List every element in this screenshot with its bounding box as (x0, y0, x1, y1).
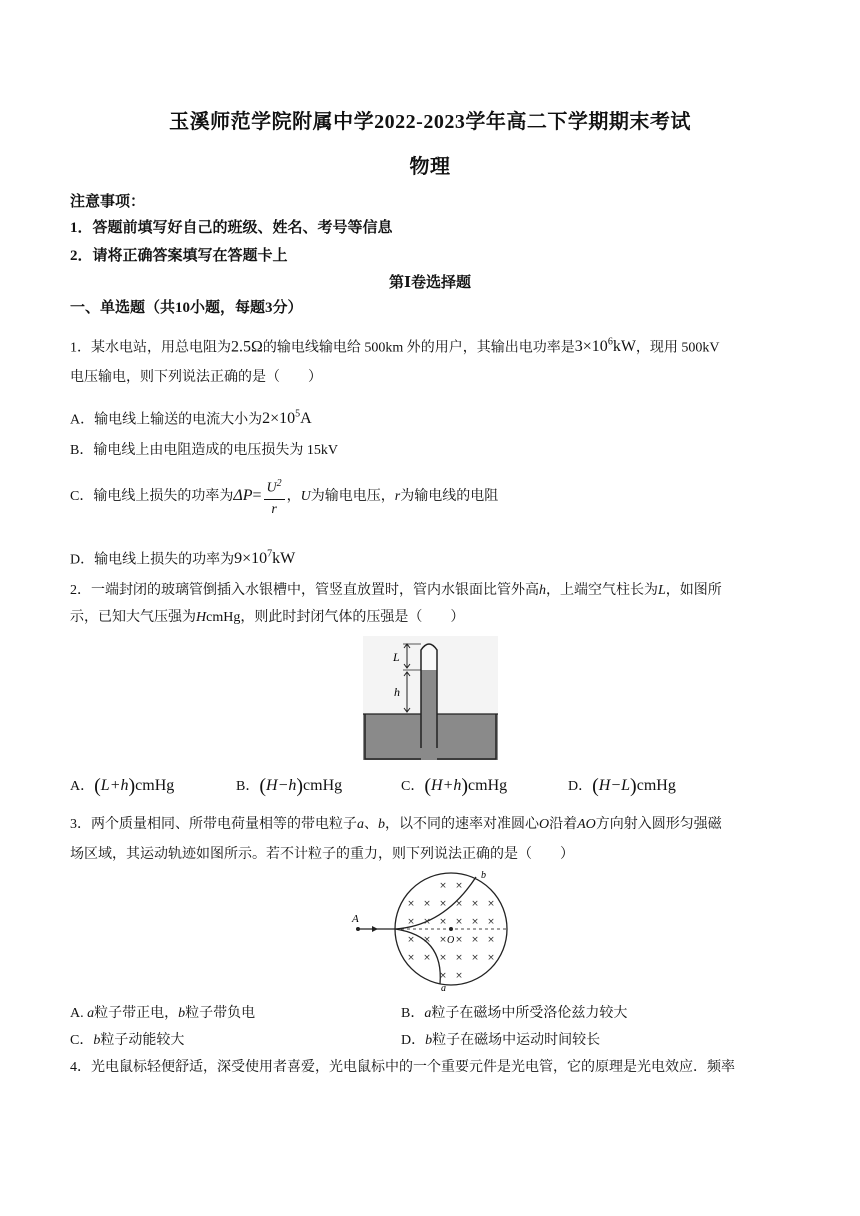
q1-option-c-comma: ， (286, 489, 301, 504)
q3-o: O (539, 817, 550, 832)
q3-option-c-post: 粒子动能较大 (100, 1033, 185, 1048)
q1-stem-c: ，现用 500kV (635, 340, 720, 356)
q2-option-b-label: B． (236, 779, 260, 794)
q3-option-b-post: 粒子在磁场中所受洛伦兹力较大 (431, 1006, 628, 1021)
q2-option-d-lparen: ( (592, 775, 599, 797)
field-cross-mark: × (439, 899, 447, 909)
q2-option-b-rparen: ) (296, 775, 304, 797)
q3-option-c-b: b (93, 1033, 101, 1048)
q2-option-b-lparen: ( (259, 775, 267, 797)
q3-option-c (70, 1031, 184, 1051)
q3-b: b (378, 817, 385, 832)
q2-option-c-label: C． (401, 779, 425, 794)
q1-option-d-value (234, 550, 295, 567)
q1-option-d-exp: 7 (267, 549, 273, 560)
q1-option-c-text3: 为输电线的电阻 (400, 489, 499, 504)
q1-option-c-fraction (264, 474, 285, 520)
field-cross-mark: × (439, 953, 447, 963)
volume-title: 第Ⅰ卷选择题 (388, 275, 472, 291)
notice-item-1: 1．答题前填写好自己的班级、姓名、考号等信息 (70, 220, 393, 236)
field-cross-mark: × (455, 917, 463, 927)
q3-text-b: ，以不同的速率对准圆心 (385, 817, 539, 832)
q1-option-c-numerator (264, 474, 285, 500)
q1-option-c-text: C．输电线上损失的功率为 (70, 489, 234, 504)
field-cross-mark: × (487, 935, 495, 945)
field-cross-mark: × (423, 917, 431, 927)
q1-option-d-unit: kW (272, 550, 296, 568)
q2-H: H (196, 610, 207, 625)
q2-option-d-label: D． (568, 779, 593, 794)
q2-figure-h-label: h (394, 685, 400, 699)
q3-a: a (357, 817, 364, 832)
q1-option-c-num-u: U (266, 480, 277, 496)
q1-option-a-value (262, 410, 312, 427)
q3-text-a: 3．两个质量相同、所带电荷量相等的带电粒子 (70, 817, 357, 832)
q1-power (575, 338, 636, 355)
field-cross-mark: × (439, 917, 447, 927)
field-cross-mark: × (487, 899, 495, 909)
q2-option-b-expr: H−h (266, 777, 297, 794)
q2-option-a-rparen: ) (128, 775, 136, 797)
q1-option-c-equals: = (252, 487, 262, 504)
field-cross-mark: × (471, 899, 479, 909)
q1-option-c-denominator: r (271, 501, 277, 517)
q3-option-a-label: A. (70, 1006, 88, 1021)
q2-text-e: cmHg，则此时封闭气体的压强是（ ） (206, 610, 465, 625)
q1-stem-b: 的输电线输电给 500km 外的用户，其输出电功率是 (262, 340, 575, 356)
q1-power-base: 3×10 (574, 338, 608, 356)
q1-option-c-num-exp: 2 (276, 477, 282, 489)
q2-text-c: ，如图所 (665, 583, 722, 598)
field-cross-mark: × (471, 953, 479, 963)
q2-tube-mercury (421, 670, 437, 760)
q3-option-b (401, 1004, 627, 1024)
q1-option-c-u: U (300, 489, 311, 504)
q2-option-a-unit: cmHg (135, 777, 175, 794)
field-cross-mark: × (407, 953, 415, 963)
field-cross-mark: × (423, 953, 431, 963)
q1-option-a-text: A．输电线上输送的电流大小为 (70, 412, 263, 428)
q3-option-d (401, 1031, 600, 1051)
q1-option-c-r: r (394, 489, 401, 504)
q1-option-a (70, 405, 312, 430)
q1-resistance: 2.5Ω (231, 338, 263, 356)
q2-h: h (539, 583, 546, 598)
q1-option-d (70, 545, 295, 570)
q3-option-a-a: a (87, 1006, 95, 1021)
field-cross-mark: × (487, 953, 495, 963)
q1-option-c-text2: 为输电电压， (310, 489, 395, 504)
q3-label-a-particle: a (441, 983, 446, 992)
notice-heading: 注意事项： (70, 194, 146, 210)
q2-option-c (401, 776, 507, 797)
q3-option-a-b: b (178, 1006, 186, 1021)
q3-label-b: b (481, 870, 486, 881)
q2-text-a: 2．一端封闭的玻璃管倒插入水银槽中，管竖直放置时，管内水银面比管外高 (70, 583, 539, 598)
field-cross-mark: × (455, 953, 463, 963)
q2-option-a-expr: L+h (100, 777, 129, 794)
q1-option-d-text: D．输电线上损失的功率为 (70, 552, 235, 568)
q4-stem-line1: 4．光电鼠标轻便舒适，深受使用者喜爱，光电鼠标中的一个重要元件是光电管，它的原理是光电效应．频率 (70, 1060, 735, 1075)
field-cross-mark: × (407, 917, 415, 927)
q3-option-b-a: a (424, 1006, 432, 1021)
q2-option-c-rparen: ) (461, 775, 469, 797)
q3-option-b-label: B． (401, 1006, 425, 1021)
q2-option-a (70, 776, 174, 797)
q3-sep: 、 (364, 817, 378, 832)
field-cross-mark: × (407, 899, 415, 909)
q3-direction-arrow (372, 926, 378, 932)
field-cross-mark: × (423, 899, 431, 909)
field-cross-mark: × (487, 917, 495, 927)
q2-option-a-label: A． (70, 779, 95, 794)
q3-center-dot (449, 927, 453, 931)
q1-option-c (70, 472, 498, 521)
field-cross-mark: × (439, 881, 447, 891)
field-cross-mark: × (455, 899, 463, 909)
q1-stem-line2: 电压输电，则下列说法正确的是（ ） (70, 370, 322, 385)
q3-magnetic-field-figure (348, 866, 518, 992)
q2-option-b-unit: cmHg (303, 777, 343, 794)
q2-option-d (568, 776, 676, 797)
field-cross-mark: × (471, 917, 479, 927)
q2-text-b: ，上端空气柱长为 (546, 583, 658, 598)
q2-option-c-expr: H+h (431, 777, 462, 794)
q1-stem-a: 1．某水电站，用总电阻为 (70, 340, 231, 356)
field-cross-mark: × (455, 935, 463, 945)
q1-option-c-delta-p: ΔP (233, 487, 253, 504)
q3-option-a (70, 1004, 255, 1024)
q2-l: L (658, 583, 666, 598)
q3-text-d: 方向射入圆形匀强磁 (595, 817, 722, 832)
q1-option-d-base: 9×10 (234, 550, 268, 568)
q2-text-d: 示，已知大气压强为 (70, 610, 196, 625)
q3-point-a-dot (356, 927, 360, 931)
q2-option-d-rparen: ) (630, 775, 637, 797)
q1-option-b: B．输电线上由电阻造成的电压损失为 15kV (70, 443, 338, 458)
part-title: 一、单选题（共10小题，每题3分） (70, 300, 303, 316)
q3-stem-line1 (70, 815, 722, 835)
field-cross-mark: × (471, 935, 479, 945)
q3-ao: AO (577, 817, 596, 832)
exam-title: 玉溪师范学院附属中学2022-2023学年高二下学期期末考试 (169, 111, 691, 133)
q2-mercury-tube-figure (363, 636, 498, 760)
notice-item-2: 2．请将正确答案填写在答题卡上 (70, 248, 288, 264)
field-cross-mark: × (455, 971, 463, 981)
q3-option-d-label: D． (401, 1033, 426, 1048)
q2-option-d-expr: H−L (598, 777, 631, 794)
field-cross-mark: × (407, 935, 415, 945)
q3-option-a-mid: 粒子带正电， (94, 1006, 179, 1021)
q2-option-b (236, 776, 342, 797)
q2-figure-l-label: L (393, 650, 400, 664)
q1-power-unit: kW (612, 338, 636, 356)
q3-label-a-point: A (352, 913, 359, 925)
q1-option-a-exp: 5 (295, 409, 301, 420)
q2-option-c-lparen: ( (424, 775, 432, 797)
field-cross-mark: × (423, 935, 431, 945)
q3-option-d-post: 粒子在磁场中运动时间较长 (432, 1033, 601, 1048)
field-cross-mark: × (439, 935, 447, 945)
subject-title: 物理 (409, 156, 451, 178)
field-cross-mark: × (439, 971, 447, 981)
q2-stem-line1 (70, 581, 722, 601)
field-cross-mark: × (455, 881, 463, 891)
q2-option-a-lparen: ( (94, 775, 101, 797)
q1-stem-line1 (70, 333, 720, 358)
q1-power-exp: 6 (607, 337, 613, 348)
q3-option-d-b: b (425, 1033, 433, 1048)
q3-label-o: O (447, 935, 455, 946)
q3-option-c-label: C． (70, 1033, 94, 1048)
q3-stem-line2: 场区域，其运动轨迹如图所示。若不计粒子的重力，则下列说法正确的是（ ） (70, 847, 574, 862)
q3-option-a-post: 粒子带负电 (185, 1006, 256, 1021)
q1-option-a-base: 2×10 (262, 410, 296, 428)
q2-option-c-unit: cmHg (468, 777, 508, 794)
q2-stem-line2 (70, 608, 464, 628)
q2-option-d-unit: cmHg (636, 777, 676, 794)
q3-text-c: 沿着 (549, 817, 578, 832)
q1-option-a-unit: A (300, 410, 312, 428)
